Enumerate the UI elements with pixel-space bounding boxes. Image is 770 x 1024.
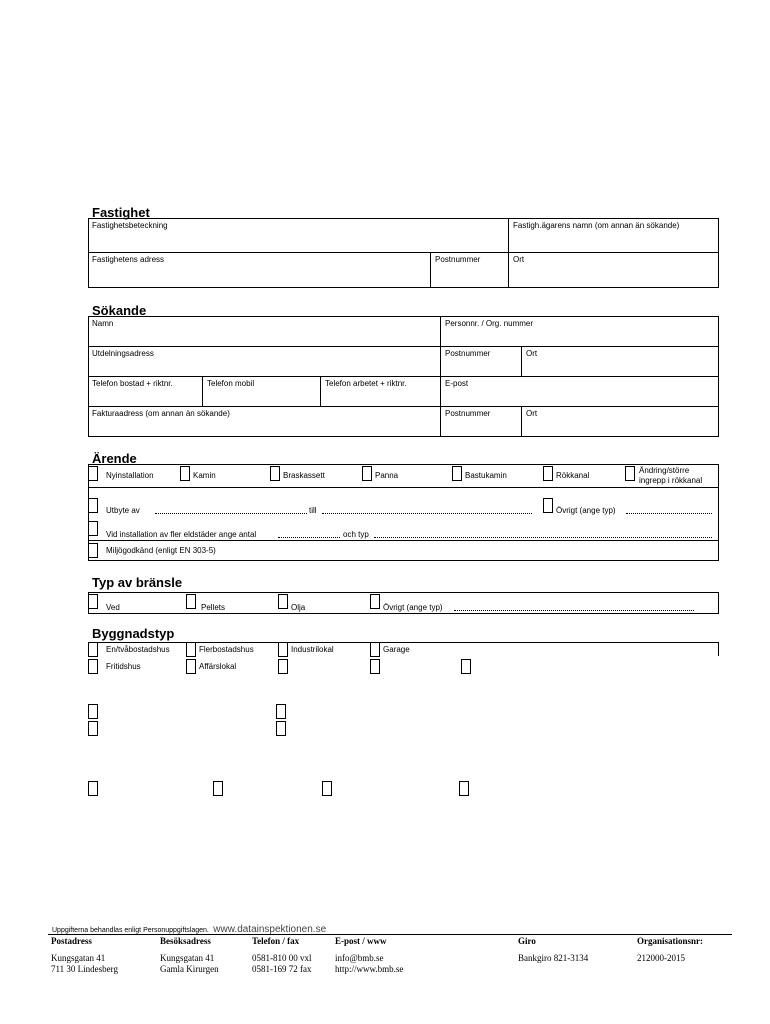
- vid-installation-label: Vid installation av fler eldstäder ange antal: [106, 530, 257, 539]
- en-tvabostadshus-checkbox[interactable]: [88, 642, 98, 657]
- arende-ovrigt-field[interactable]: [626, 513, 712, 514]
- bransle-ovrigt-label: Övrigt (ange typ): [383, 603, 443, 612]
- unlabeled-checkbox[interactable]: [461, 659, 471, 674]
- telefon-heading: Telefon / fax: [252, 936, 300, 946]
- andring-checkbox[interactable]: [625, 466, 635, 481]
- fastighet-postnummer-field[interactable]: Postnummer: [435, 255, 481, 264]
- divider: [88, 252, 719, 253]
- garage-label: Garage: [383, 645, 410, 654]
- divider: [508, 252, 509, 288]
- arende-ovrigt-label: Övrigt (ange typ): [556, 506, 616, 515]
- footer-divider: [48, 934, 732, 935]
- divider: [521, 406, 522, 437]
- faktura-ort-field[interactable]: Ort: [526, 409, 538, 418]
- postadress-heading: Postadress: [51, 936, 92, 946]
- nyinstallation-checkbox[interactable]: [88, 466, 98, 481]
- vid-installation-checkbox[interactable]: [88, 521, 98, 536]
- kamin-label: Kamin: [193, 471, 216, 480]
- divider: [202, 376, 203, 406]
- divider: [88, 406, 719, 407]
- unlabeled-checkbox[interactable]: [278, 659, 288, 674]
- miljogodkand-label: Miljögodkänd (enligt EN 303-5): [106, 546, 216, 555]
- braskassett-checkbox[interactable]: [270, 466, 280, 481]
- bransle-ovrigt-checkbox[interactable]: [370, 594, 380, 609]
- personnr-field[interactable]: Personnr. / Org. nummer: [445, 319, 534, 328]
- orgnr-value: 212000-2015: [637, 953, 685, 963]
- fakturaadress-field[interactable]: Fakturaadress (om annan än sökande): [92, 409, 230, 418]
- bastukamin-checkbox[interactable]: [452, 466, 462, 481]
- arende-heading: Ärende: [92, 451, 137, 466]
- fastighetsagare-field[interactable]: Fastigh.ägarens namn (om annan än sökande): [513, 221, 680, 230]
- besoksadress-line-2: Gamla Kirurgen: [160, 964, 219, 974]
- telefon-fax: 0581-169 72 fax: [252, 964, 312, 974]
- divider: [88, 376, 719, 377]
- panna-label: Panna: [375, 471, 399, 480]
- unlabeled-checkbox[interactable]: [322, 781, 332, 796]
- utdelningsadress-field[interactable]: Utdelningsadress: [92, 349, 154, 358]
- panna-checkbox[interactable]: [362, 466, 372, 481]
- utbyte-label: Utbyte av: [106, 506, 140, 515]
- garage-checkbox[interactable]: [370, 642, 380, 657]
- datainspektionen-link[interactable]: www.datainspektionen.se: [213, 924, 327, 935]
- epost-heading: E-post / www: [335, 936, 387, 946]
- miljogodkand-checkbox[interactable]: [88, 543, 98, 558]
- unlabeled-checkbox[interactable]: [370, 659, 380, 674]
- pellets-label: Pellets: [201, 603, 226, 612]
- telefon-arbetet-field[interactable]: Telefon arbetet + riktnr.: [325, 379, 407, 388]
- andring-label-1: Ändring/större: [639, 466, 690, 475]
- arende-ovrigt-checkbox[interactable]: [543, 498, 553, 513]
- olja-checkbox[interactable]: [278, 594, 288, 609]
- divider: [718, 642, 719, 656]
- telefon-vxl: 0581-810 00 vxl: [252, 953, 312, 963]
- flerbostadshus-label: Flerbostadshus: [199, 645, 254, 654]
- fastighet-heading: Fastighet: [92, 205, 150, 220]
- epost-field[interactable]: E-post: [445, 379, 469, 388]
- footer-email-link[interactable]: info@bmb.se: [335, 953, 384, 963]
- telefon-bostad-field[interactable]: Telefon bostad + riktnr.: [92, 379, 173, 388]
- kamin-checkbox[interactable]: [180, 466, 190, 481]
- ved-checkbox[interactable]: [88, 594, 98, 609]
- affarslokal-checkbox[interactable]: [186, 659, 196, 674]
- byggnadstyp-heading: Byggnadstyp: [92, 626, 175, 641]
- andring-label-2: ingrepp i rökkanal: [639, 476, 703, 485]
- unlabeled-checkbox[interactable]: [213, 781, 223, 796]
- footer-website-link[interactable]: http://www.bmb.se: [335, 964, 404, 974]
- bastukamin-label: Bastukamin: [465, 471, 507, 480]
- sokande-heading: Sökande: [92, 303, 147, 318]
- bransle-ovrigt-field[interactable]: [454, 610, 694, 611]
- divider: [88, 346, 719, 347]
- unlabeled-checkbox[interactable]: [88, 704, 98, 719]
- en-tvabostadshus-label: En/tvåbostadshus: [106, 645, 170, 654]
- bankgiro-value: Bankgiro 821-3134: [518, 953, 589, 963]
- antal-field[interactable]: [278, 537, 340, 538]
- till-label: till: [309, 506, 317, 515]
- och-typ-label: och typ: [343, 530, 369, 539]
- fastighetsadress-field[interactable]: Fastighetens adress: [92, 255, 165, 264]
- divider: [88, 540, 719, 541]
- unlabeled-checkbox[interactable]: [276, 704, 286, 719]
- utbyte-checkbox[interactable]: [88, 498, 98, 513]
- faktura-postnummer-field[interactable]: Postnummer: [445, 409, 491, 418]
- unlabeled-checkbox[interactable]: [276, 721, 286, 736]
- bransle-heading: Typ av bränsle: [92, 575, 183, 590]
- orgnr-heading: Organisationsnr:: [637, 936, 704, 946]
- divider: [88, 487, 719, 488]
- nyinstallation-label: Nyinstallation: [106, 471, 154, 480]
- rokkanal-checkbox[interactable]: [543, 466, 553, 481]
- divider: [88, 642, 719, 643]
- rokkanal-label: Rökkanal: [556, 471, 590, 480]
- sokande-ort-field[interactable]: Ort: [526, 349, 538, 358]
- giro-heading: Giro: [518, 936, 536, 946]
- unlabeled-checkbox[interactable]: [459, 781, 469, 796]
- fastighetsbeteckning-field[interactable]: Fastighetsbeteckning: [92, 221, 168, 230]
- postadress-line-2: 711 30 Lindesberg: [51, 964, 118, 974]
- sokande-postnummer-field[interactable]: Postnummer: [445, 349, 491, 358]
- ved-label: Ved: [106, 603, 120, 612]
- divider: [430, 252, 431, 288]
- fritidshus-checkbox[interactable]: [88, 659, 98, 674]
- unlabeled-checkbox[interactable]: [88, 721, 98, 736]
- industrilokal-label: Industrilokal: [291, 645, 334, 654]
- typ-field[interactable]: [374, 537, 712, 538]
- unlabeled-checkbox[interactable]: [88, 781, 98, 796]
- postadress-line-1: Kungsgatan 41: [51, 953, 106, 963]
- fastighet-ort-field[interactable]: Ort: [513, 255, 525, 264]
- braskassett-label: Braskassett: [283, 471, 325, 480]
- olja-label: Olja: [291, 603, 306, 612]
- industrilokal-checkbox[interactable]: [278, 642, 288, 657]
- affarslokal-label: Affärslokal: [199, 662, 237, 671]
- namn-field[interactable]: Namn: [92, 319, 114, 328]
- besoksadress-heading: Besöksadress: [160, 936, 211, 946]
- privacy-notice: Uppgifterna behandlas enligt Personuppgiftslagen.: [52, 927, 209, 934]
- pellets-checkbox[interactable]: [186, 594, 196, 609]
- divider: [440, 316, 441, 437]
- utbyte-to-field[interactable]: [322, 513, 532, 514]
- fritidshus-label: Fritidshus: [106, 662, 141, 671]
- divider: [508, 218, 509, 253]
- divider: [320, 376, 321, 406]
- telefon-mobil-field[interactable]: Telefon mobil: [207, 379, 255, 388]
- divider: [521, 346, 522, 376]
- flerbostadshus-checkbox[interactable]: [186, 642, 196, 657]
- utbyte-from-field[interactable]: [155, 513, 307, 514]
- besoksadress-line-1: Kungsgatan 41: [160, 953, 215, 963]
